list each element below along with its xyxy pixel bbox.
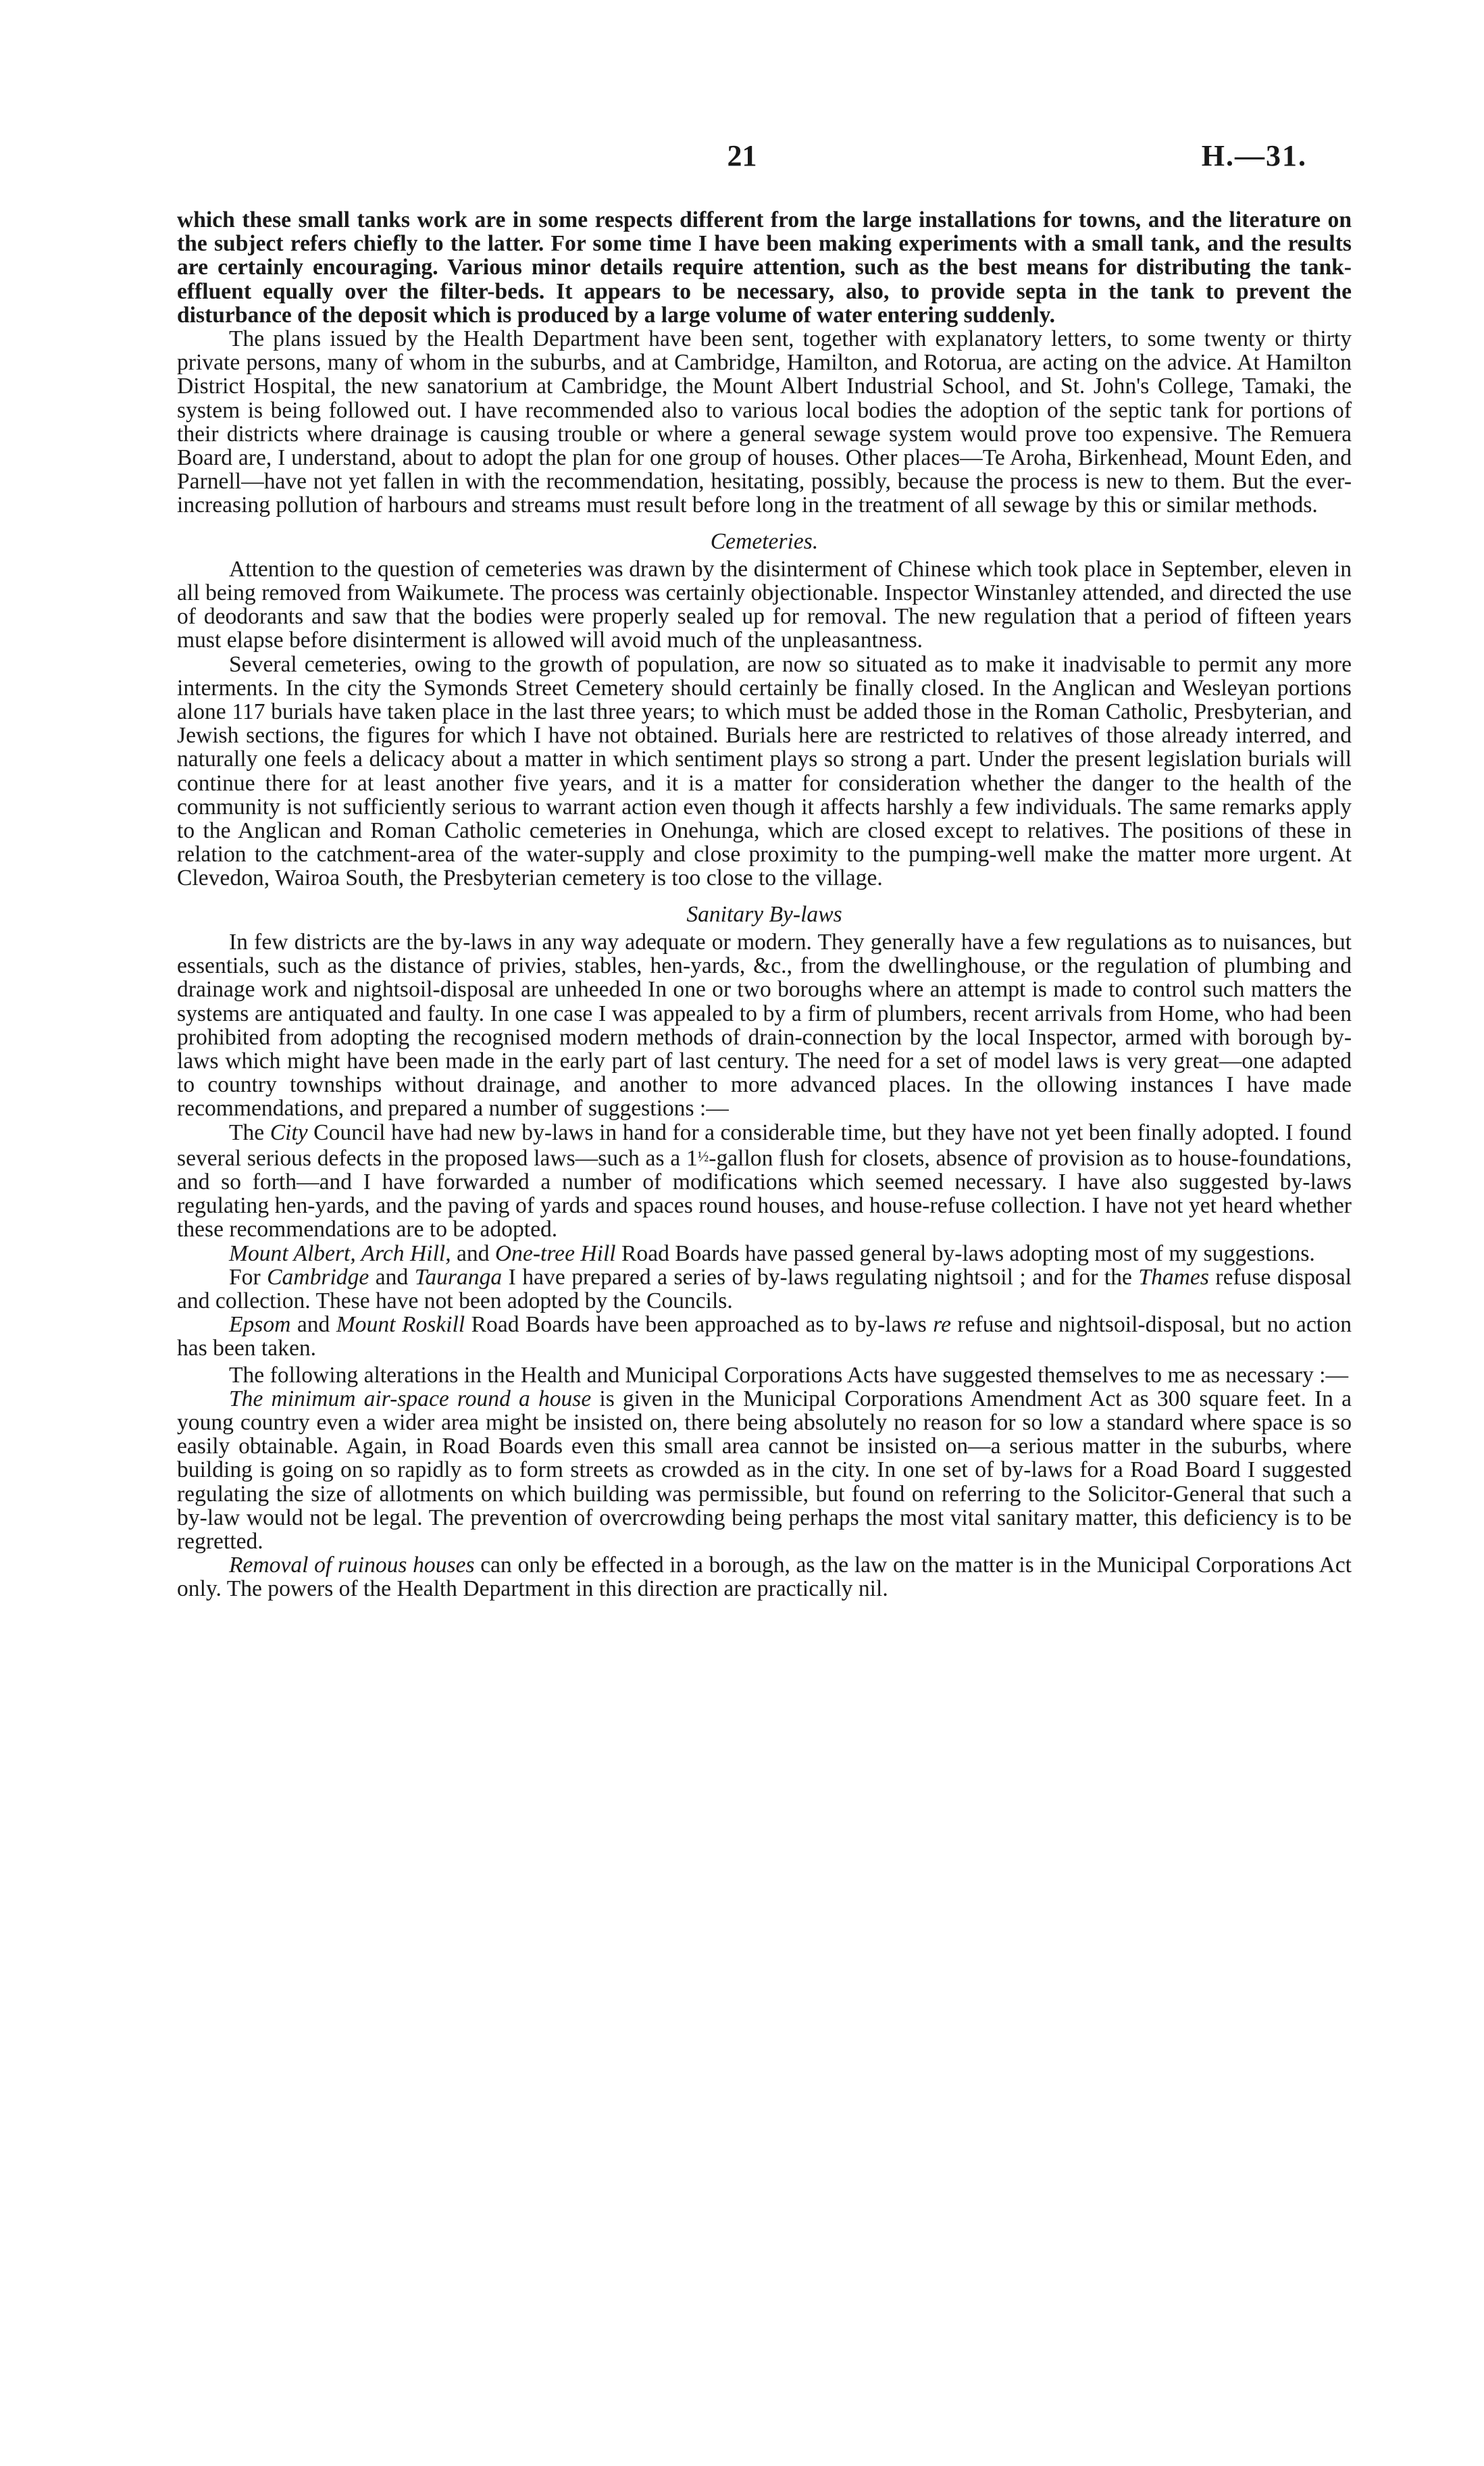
paragraph-epsom-roskill (177, 1313, 1352, 1360)
paragraph-cemeteries-closure: Several cemeteries, owing to the growth of population, are now so situated as to make it inadvisable to permit any more interments. In the city the Symonds Street Cemetery should certainly be finally closed. In the Anglican and Wesleyan portions alone 117 burials have taken place in the last three years; to which must be added those in the Roman Catholic, Presbyterian, and Jewish sections, the figures for which I have not obtained. Burials here are restricted to relatives of those already interred, and naturally one feels a delicacy about a matter in which sentiment plays so strong a part. Under the present legislation burials will continue there for at least another five years, and it is a matter for consideration whether the danger to the health of the community is not sufficiently serious to warrant action even though it affects harshly a few individuals. The same remarks apply to the Anglican and Roman Catholic cemeteries in Onehunga, which are closed except to relatives. The positions of these in relation to the catchment-area of the water-supply and close proximity to the pumping-well make the matter more urgent. At Clevedon, Wairoa South, the Presbyterian cemetery is too close to the village. (177, 651, 1352, 891)
paragraph-air-space (177, 1387, 1352, 1553)
text-run: Council have had new by-laws in hand for a considerable time, but they have not yet been finally adopted. I found several serious defects in the proposed laws—such as a 1 (177, 1119, 1352, 1171)
document-reference: H.—31. (1201, 139, 1307, 172)
text-run-italic: Tauranga (414, 1264, 503, 1290)
text-run: and (451, 1240, 495, 1266)
paragraph-ruinous-houses (177, 1553, 1352, 1601)
text-run-italic: City (270, 1119, 308, 1145)
text-run: I have prepared a series of by-laws regulating nightsoil ; and for the (502, 1264, 1139, 1290)
text-run-italic: Mount Albert, Arch Hill, (229, 1240, 451, 1266)
text-run: is given in the Municipal Corporations Amendment Act as 300 square feet. In a young country even a wider area might be insisted on, there being absolutely no reason for so low a standard where space is so easily obtainable. Again, in Road Boards even this small area cannot be insisted on—a serious matter in the suburbs, where building is going on so rapidly as to form streets as crowded as in the city. In one set of by-laws for a Road Board I suggested regulating the size of allotments on which building was permissible, but found on referring to the Solicitor-General that such a by-law would not be legal. The prevention of overcrowding being perhaps the most vital sanitary matter, this deficiency is to be regretted. (177, 1386, 1352, 1554)
text-run-italic: Mount Roskill (336, 1312, 465, 1338)
page-number: 21 (727, 139, 757, 172)
text-run-italic: The minimum air-space round a house (229, 1386, 592, 1411)
text-run-italic: Epsom (229, 1312, 291, 1338)
text-run-italic: Thames (1138, 1264, 1209, 1290)
text-run: can only be effected in a borough, as the law on the matter is in the Municipal Corporations Act only. The powers of the Health Department in this direction are practically nil. (177, 1553, 1352, 1602)
text-run: refuse and nightsoil-disposal, but no action has been taken. (177, 1312, 1352, 1361)
text-run: and (369, 1264, 415, 1290)
text-run: Road Boards have been approached as to by-laws (465, 1312, 933, 1338)
text-run-italic: re (933, 1312, 951, 1338)
body-text (177, 208, 1352, 1601)
text-run: The (229, 1119, 270, 1145)
paragraph-cambridge-tauranga (177, 1265, 1352, 1313)
text-run-italic: One-tree Hill (494, 1240, 616, 1266)
text-run: For (229, 1264, 267, 1290)
paragraph-septic-plans: The plans issued by the Health Department have been sent, together with explanatory letters, to some twenty or thirty private persons, many of whom in the suburbs, and at Cambridge, Hamilton, and Rotorua, are acting on the advice. At Hamilton District Hospital, the new sanatorium at Cambridge, the Mount Albert Industrial School, and St. John's College, Tamaki, the system is being followed out. I have recommended also to various local bodies the adoption of the septic tank for portions of their districts where drainage is causing trouble or where a general sewage system would prove too expensive. The Remuera Board are, I understand, about to adopt the plan for one group of houses. Other places—Te Aroha, Birkenhead, Mount Eden, and Parnell—have not yet fallen in with the recommendation, hesitating, possibly, because the process is new to them. But the ever-increasing pollution of harbours and streams must result before long in the treatment of all sewage by this or similar methods. (177, 326, 1352, 518)
paragraph-road-boards (177, 1242, 1352, 1265)
text-run-italic: Cambridge (267, 1264, 369, 1290)
text-run-italic: Removal of ruinous houses (229, 1553, 475, 1578)
fraction-half: ½ (697, 1147, 709, 1165)
paragraph-bylaws-intro: In few districts are the by-laws in any way adequate or modern. They generally have a few regulations as to nuisances, but essentials, such as the distance of privies, stables, hen-yards, &c., from the dwellinghouse, or the regulation of plumbing and drainage work and nightsoil-disposal are unheeded In one or two boroughs where an attempt is made to control such matters the systems are antiquated and faulty. In one case I was appealed to by a firm of plumbers, recent arrivals from Home, who had been prohibited from adopting the recognised modern methods of drain-connection by the local Inspector, armed with borough by-laws which might have been made in the early part of last century. The need for a set of model laws is very great—one adapted to country townships without drainage, and another to more advanced places. In the ollowing instances I have made recommendations, and prepared a number of suggestions :— (177, 929, 1352, 1122)
text-run: Road Boards have passed general by-laws adopting most of my suggestions. (615, 1240, 1315, 1266)
paragraph-city-council (177, 1121, 1352, 1242)
paragraph-alterations: The following alterations in the Health and Municipal Corporations Acts have suggested themselves to me as necessary :— (229, 1362, 1349, 1388)
section-heading-sanitary-bylaws: Sanitary By-laws (686, 901, 842, 927)
section-heading-cemeteries: Cemeteries. (710, 528, 819, 554)
page-header (177, 139, 1307, 179)
text-run: -gallon flush for closets, absence of provision as to house-foundations, and so forth—and I have forwarded a number of modifications which seemed necessary. I have also suggested by-laws regulating hen-yards, and the paving of yards and spaces round houses, and house-refuse collection. I have not yet heard whether these recommendations are to be adopted. (177, 1145, 1352, 1242)
text-run: refuse disposal and collection. These have not been adopted by the Councils. (177, 1264, 1352, 1313)
text-run: and (290, 1312, 336, 1338)
paragraph-continuation: which these small tanks work are in some respects different from the large installations for towns, and the literature on the subject refers chiefly to the latter. For some time I have been making experiments with a small tank, and the results are certainly encouraging. Various minor details require attention, such as the best means for distributing the tank-effluent equally over the filter-beds. It appears to be necessary, also, to provide septa in the tank to prevent the disturbance of the deposit which is produced by a large volume of water entering suddenly. (177, 207, 1352, 328)
paragraph-cemeteries-disinterment: Attention to the question of cemeteries was drawn by the disinterment of Chinese which took place in September, eleven in all being removed from Waikumete. The process was certainly objectionable. Inspector Winstanley attended, and directed the use of deodorants and saw that the bodies were properly sealed up for removal. The new regulation that a period of fifteen years must elapse before disinterment is allowed will avoid much of the unpleasantness. (177, 556, 1352, 653)
